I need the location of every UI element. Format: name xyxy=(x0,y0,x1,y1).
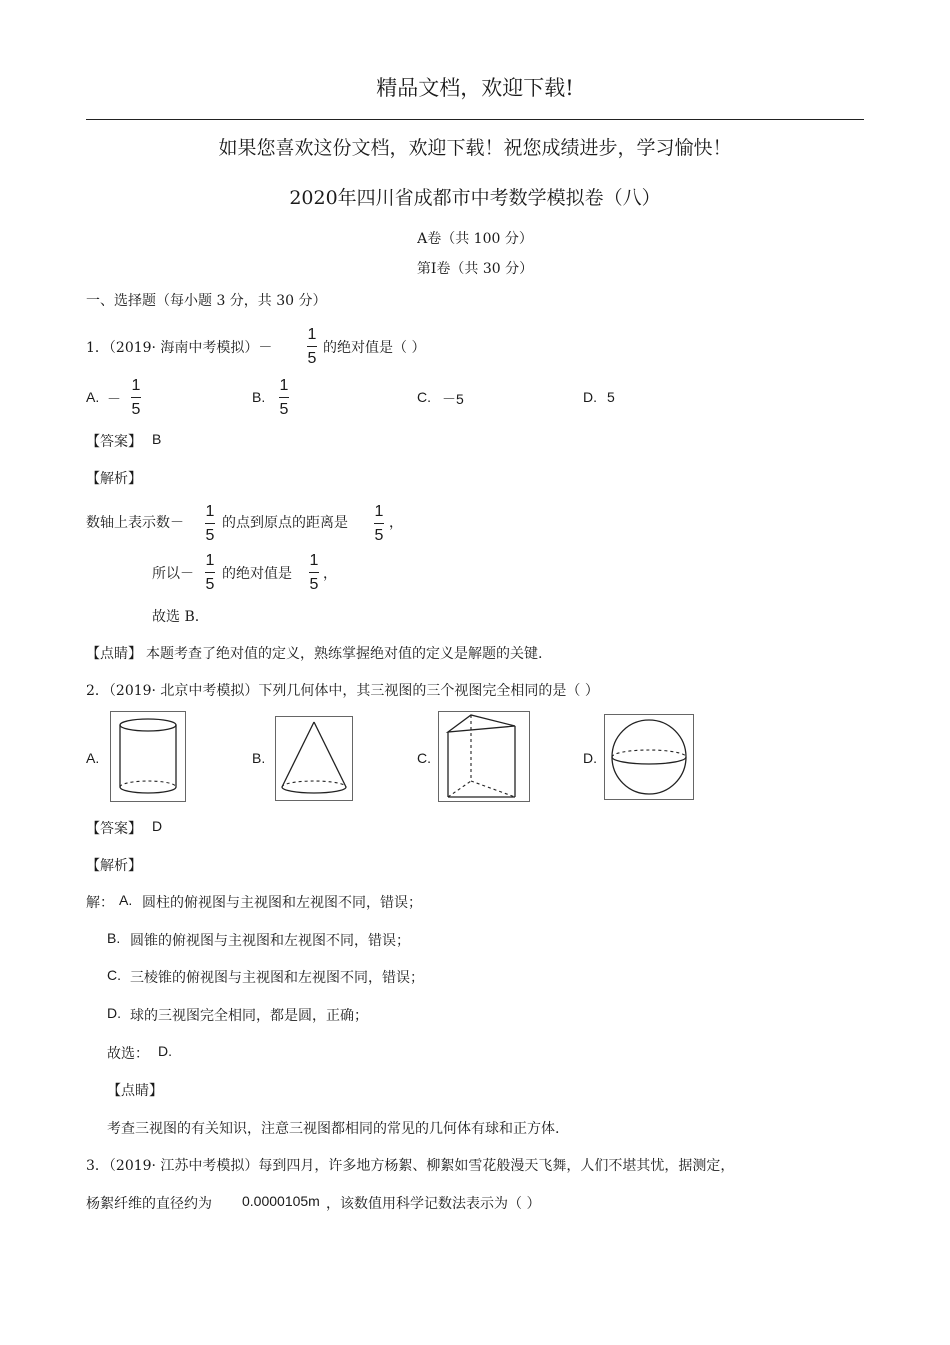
q1-option-d-text: 5 xyxy=(607,389,615,405)
q1-analysis-line1-end: ， xyxy=(389,515,403,531)
q2-solution-c-text: 三棱锥的俯视图与主视图和左视图不同，错误； xyxy=(130,970,424,986)
q1-analysis-fraction-1 xyxy=(205,502,215,545)
q2-solution-a-text: 圆柱的俯视图与主视图和左视图不同，错误； xyxy=(142,895,422,911)
denominator: 5 xyxy=(131,401,141,418)
q1-option-a-prefix: － xyxy=(107,392,121,408)
q3-stem-line1: 3．（2019· 江苏中考模拟）每到四月，许多地方杨絮、柳絮如雪花般漫天飞舞，人们不堪其忧，据测定， xyxy=(86,1158,735,1174)
q1-fraction xyxy=(307,325,317,368)
q1-analysis-fraction-4 xyxy=(309,551,319,594)
q1-option-a-letter: A. xyxy=(86,389,100,405)
q1-option-c-letter: C. xyxy=(417,389,431,405)
volume-1-heading: 第Ⅰ卷（共 30 分） xyxy=(416,261,534,277)
numerator: 1 xyxy=(279,377,289,394)
volume-a-heading: A卷（共 100 分） xyxy=(417,231,533,247)
denominator: 5 xyxy=(205,527,215,544)
welcome-line: 如果您喜欢这份文档，欢迎下载！祝您成绩进步，学习愉快！ xyxy=(218,137,732,159)
prism-figure xyxy=(438,711,530,802)
denominator: 5 xyxy=(374,527,384,544)
q1-analysis-fraction-2 xyxy=(374,502,384,545)
q2-solution-b-text: 圆锥的俯视图与主视图和左视图不同，错误； xyxy=(130,933,410,949)
exam-title: 2020年四川省成都市中考数学模拟卷（八） xyxy=(289,187,661,209)
denominator: 5 xyxy=(307,350,317,367)
q1-option-b-fraction xyxy=(279,376,289,419)
q1-stem-pre: 1．（2019· 海南中考模拟）－ xyxy=(86,340,273,356)
q1-stem-post: 的绝对值是（ ） xyxy=(323,340,426,356)
q2-solution-intro: 解： xyxy=(86,895,114,911)
cone-figure xyxy=(275,716,353,801)
numerator: 1 xyxy=(374,503,384,520)
q2-solution-d-letter: D. xyxy=(107,1005,121,1021)
q2-solution-b-letter: B. xyxy=(107,930,121,946)
q1-answer-value: B xyxy=(152,431,162,447)
q2-option-b-letter: B. xyxy=(252,750,266,766)
q2-comment-label: 【点睛】 xyxy=(107,1083,163,1099)
numerator: 1 xyxy=(309,552,319,569)
q1-analysis-line1-mid: 的点到原点的距离是 xyxy=(222,515,348,531)
fraction-bar xyxy=(307,346,317,347)
numerator: 1 xyxy=(307,326,317,343)
q1-analysis-label: 【解析】 xyxy=(86,471,142,487)
q2-comment-text: 考查三视图的有关知识，注意三视图都相同的常见的几何体有球和正方体. xyxy=(107,1121,560,1137)
q2-solution-d-text: 球的三视图完全相同，都是圆，正确； xyxy=(130,1008,368,1024)
fraction-bar xyxy=(374,523,384,524)
q1-analysis-line1-pre: 数轴上表示数－ xyxy=(86,515,184,531)
denominator: 5 xyxy=(309,576,319,593)
section-heading: 一、选择题（每小题 3 分，共 30 分） xyxy=(86,293,327,309)
q2-option-a-letter: A. xyxy=(86,750,100,766)
q3-stem-line2-pre: 杨絮纤维的直径约为 xyxy=(86,1196,212,1212)
numerator: 1 xyxy=(205,503,215,520)
q1-analysis-line2-pre: 所以－ xyxy=(152,566,194,582)
q3-stem-line2-post: ，该数值用科学记数法表示为（ ） xyxy=(326,1196,541,1212)
q1-choose-line: 故选 B. xyxy=(152,609,200,625)
page-banner: 精品文档，欢迎下载! xyxy=(376,76,574,100)
q1-option-c-text: －5 xyxy=(442,391,464,407)
q1-option-b-letter: B. xyxy=(252,389,266,405)
sphere-figure xyxy=(604,714,694,800)
denominator: 5 xyxy=(205,576,215,593)
q1-option-d-letter: D. xyxy=(583,389,597,405)
q1-analysis-line2-end: ， xyxy=(323,566,337,582)
q1-comment-text: 本题考查了绝对值的定义，熟练掌握绝对值的定义是解题的关键. xyxy=(146,646,543,662)
fraction-bar xyxy=(205,572,215,573)
fraction-bar xyxy=(309,572,319,573)
q2-option-d-letter: D. xyxy=(583,750,597,766)
denominator: 5 xyxy=(279,401,289,418)
q2-solution-c-letter: C. xyxy=(107,967,121,983)
fraction-bar xyxy=(131,397,141,398)
q1-comment-label: 【点睛】 xyxy=(86,646,142,662)
numerator: 1 xyxy=(205,552,215,569)
q1-analysis-line2-mid: 的绝对值是 xyxy=(222,566,292,582)
q2-analysis-label: 【解析】 xyxy=(86,858,142,874)
cylinder-figure xyxy=(110,711,186,802)
header-divider xyxy=(86,119,864,120)
q2-solution-a-letter: A. xyxy=(119,892,133,908)
numerator: 1 xyxy=(131,377,141,394)
q2-choose-value: D. xyxy=(158,1043,172,1059)
q2-answer-label: 【答案】 xyxy=(86,821,142,837)
q2-option-c-letter: C. xyxy=(417,750,431,766)
q3-stem-line2-number: 0.0000105m xyxy=(242,1193,320,1209)
q1-analysis-fraction-3 xyxy=(205,551,215,594)
fraction-bar xyxy=(205,523,215,524)
fraction-bar xyxy=(279,397,289,398)
q2-stem: 2．（2019· 北京中考模拟）下列几何体中，其三视图的三个视图完全相同的是（ ） xyxy=(86,683,599,699)
q2-answer-value: D xyxy=(152,818,163,834)
q1-answer-label: 【答案】 xyxy=(86,434,142,450)
q2-choose-label: 故选： xyxy=(107,1046,149,1062)
q1-option-a-fraction xyxy=(131,376,141,419)
